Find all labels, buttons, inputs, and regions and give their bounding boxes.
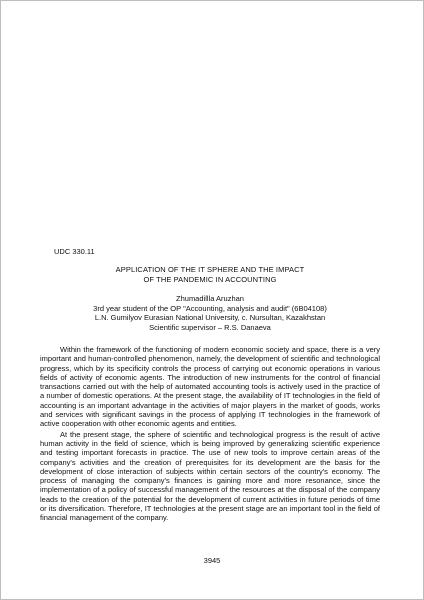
body-text <box>40 345 380 524</box>
title-line-1: APPLICATION OF THE IT SPHERE AND THE IMPACT <box>115 265 305 274</box>
scientific-supervisor: Scientific supervisor – R.S. Danaeva <box>149 322 271 332</box>
author-affiliation-2: L.N. Gumilyov Eurasian National University, c. Nursultan, Kazakhstan <box>94 313 326 323</box>
author-block <box>40 294 380 332</box>
title-line-2: OF THE PANDEMIC IN ACCOUNTING <box>143 275 277 284</box>
paper-title <box>40 265 380 285</box>
page-number: 3945 <box>203 556 221 565</box>
paragraph: At the present stage, the sphere of scientific and technological progress is the result of active human activity in the field of science, which is being improved by generalizing scientific experience and testing important forecasts in practice. The use of new tools to improve certain areas of the company's activities and the creation of prerequisites for its development are the basis for the development of close interaction of subjects within certain sectors of the country's economy. The process of managing the company's finances is gaining more and more resonance, since the implementation of a policy of successful management of the resources at the disposal of the company leads to the creation of the potential for the development of current activities in future periods of time or its diversification. Therefore, IT technologies at the present stage are an important tool in the field of financial management of the company. <box>40 429 380 523</box>
udc-code: UDC 330.11 <box>54 247 95 256</box>
author-affiliation-1: 3rd year student of the OP "Accounting, analysis and audit" (6B04108) <box>93 303 327 313</box>
paragraph: Within the framework of the functioning of modern economic society and space, there is a very important and human-controlled phenomenon, namely, the development of scientific and technological progress, which by its specificity controls the process of carrying out economic operations in various fields of activity of economic agents. The introduction of new instruments for the control of financial transactions carried out with the help of automated accounting tools is actively used in the practice of a number of domestic operations. At the present stage, the availability of IT technologies in the field of accounting is an important advantage in the activities of major players in the market of goods, works and services with significant savings in the process of applying IT technologies in the framework of active cooperation with other economic agents and entities. <box>40 345 380 429</box>
author-name: Zhumadillla Aruzhan <box>176 294 244 303</box>
